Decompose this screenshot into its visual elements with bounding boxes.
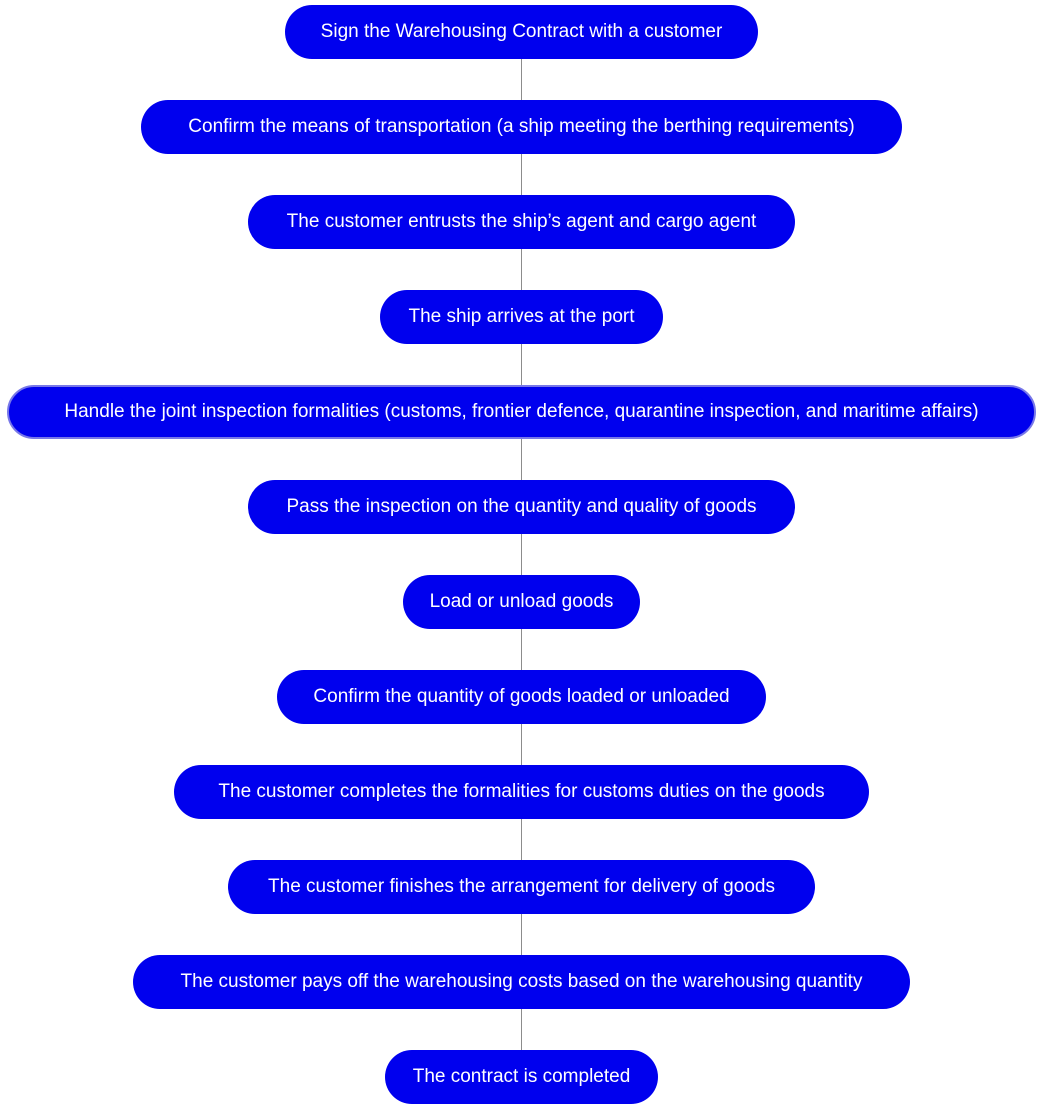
flow-step-confirm-transport: Confirm the means of transportation (a ship meeting the berthing requirements) — [141, 100, 902, 154]
connector-line — [521, 819, 522, 861]
connector-line — [521, 629, 522, 671]
flow-step-joint-inspection: Handle the joint inspection formalities (customs, frontier defence, quarantine inspection, and maritime affairs) — [7, 385, 1036, 439]
connector-line — [521, 534, 522, 576]
connector-line — [521, 59, 522, 101]
flow-step-pay-costs: The customer pays off the warehousing costs based on the warehousing quantity — [133, 955, 910, 1009]
flow-step-entrust-agents: The customer entrusts the ship’s agent and cargo agent — [248, 195, 795, 249]
flow-step-sign-contract: Sign the Warehousing Contract with a customer — [285, 5, 758, 59]
connector-line — [521, 439, 522, 481]
flow-step-contract-completed: The contract is completed — [385, 1050, 658, 1104]
connector-line — [521, 344, 522, 386]
flow-step-delivery-arrangement: The customer finishes the arrangement for delivery of goods — [228, 860, 815, 914]
connector-line — [521, 154, 522, 196]
flow-step-confirm-quantity: Confirm the quantity of goods loaded or unloaded — [277, 670, 766, 724]
connector-line — [521, 914, 522, 956]
flow-step-customs-duties: The customer completes the formalities for customs duties on the goods — [174, 765, 869, 819]
flow-step-load-unload: Load or unload goods — [403, 575, 640, 629]
flow-step-pass-inspection: Pass the inspection on the quantity and quality of goods — [248, 480, 795, 534]
connector-line — [521, 1009, 522, 1051]
flow-step-ship-arrives: The ship arrives at the port — [380, 290, 663, 344]
connector-line — [521, 249, 522, 291]
connector-line — [521, 724, 522, 766]
